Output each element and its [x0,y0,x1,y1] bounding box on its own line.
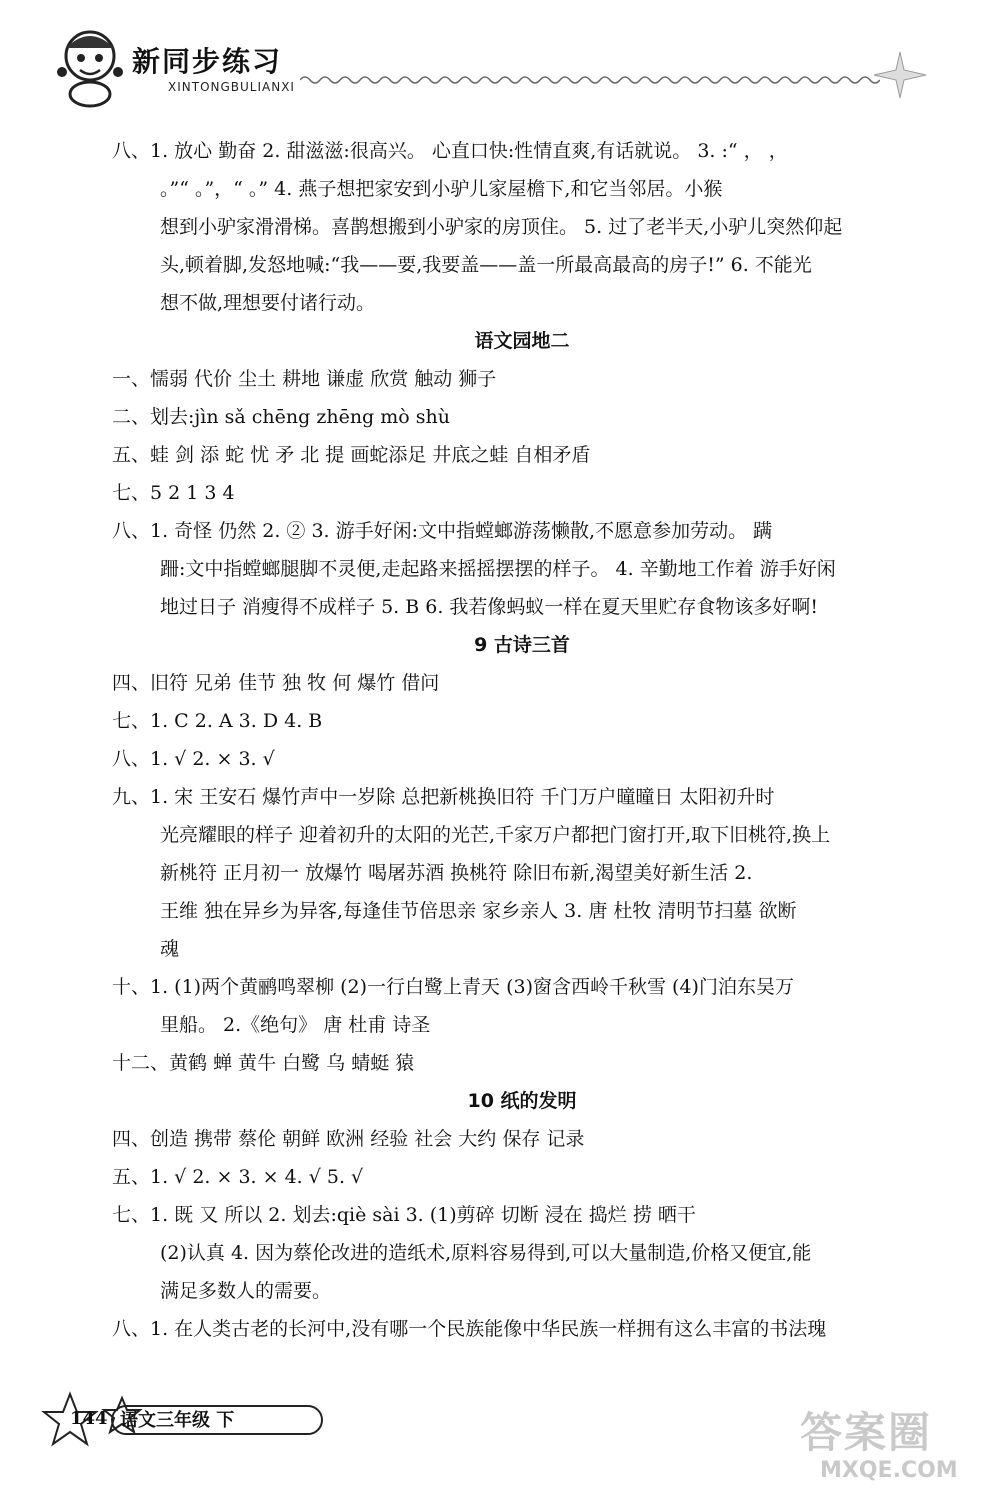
answer-line: 王维 独在异乡为异客,每逢佳节倍思亲 家乡亲人 3. 唐 杜牧 清明节扫墓 欲断 [160,900,797,922]
answer-line: 九、1. 宋 王安石 爆竹声中一岁除 总把新桃换旧符 千门万户曈曈日 太阳初升时 [112,786,775,808]
watermark-text: 答案圈 [800,1408,933,1457]
answer-line: 七、5 2 1 3 4 [112,482,235,504]
section-heading: 语文园地二 [474,330,570,352]
answer-line: 。”“ 。”，“ 。” 4. 燕子想把家安到小驴儿家屋檐下,和它当邻居。小猴 [160,178,723,200]
answer-line: 八、1. 放心 勤奋 2. 甜滋滋:很高兴。 心直口快:性情直爽,有话就说。 3. :“ ， ， [112,140,788,162]
answer-line: 五、1. √ 2. × 3. × 4. √ 5. √ [112,1166,364,1188]
brand-subtitle: XINTONGBULIANXI [168,80,295,94]
answer-line: 八、1. 奇怪 仍然 2. ② 3. 游手好闲:文中指螳螂游荡懒散,不愿意参加劳动。 蹒 [112,520,773,542]
answer-line: 魂 [160,938,180,960]
answer-line: 二、划去:jìn sǎ chēng zhēng mò shù [112,406,450,428]
answer-line: 八、1. √ 2. × 3. √ [112,748,275,770]
answer-line: 光亮耀眼的样子 迎着初升的太阳的光芒,千家万户都把门窗打开,取下旧桃符,换上 [160,824,831,846]
answer-line: 地过日子 消瘦得不成样子 5. B 6. 我若像蚂蚁一样在夏天里贮存食物该多好啊! [160,596,819,618]
section-heading: 9 古诗三首 [474,634,570,656]
answer-line: 头,顿着脚,发怒地喊:“我——要,我要盖——盖一所最高最高的房子!” 6. 不能光 [160,254,812,276]
answer-content [112,132,932,1348]
page-header [0,0,1000,120]
answer-line: 四、创造 携带 蔡伦 朝鲜 欧洲 经验 社会 大约 保存 记录 [112,1128,585,1150]
answer-line: 想到小驴家滑滑梯。喜鹊想搬到小驴家的房顶住。 5. 过了老半天,小驴儿突然仰起 [160,216,843,238]
answer-line: 想不做,理想要付诸行动。 [160,292,376,314]
watermark-logo [800,1400,990,1490]
page-footer [40,1390,340,1450]
answer-line: 十、1. (1)两个黄鹂鸣翠柳 (2)一行白鹭上青天 (3)窗含西岭千秋雪 (4)门泊东吴万 [112,976,794,998]
section-heading: 10 纸的发明 [467,1090,577,1112]
answer-line: 新桃符 正月初一 放爆竹 喝屠苏酒 换桃符 除旧布新,渴望美好新生活 2. [160,862,753,884]
answer-line: 五、蛙 剑 添 蛇 忧 矛 北 提 画蛇添足 井底之蛙 自相矛盾 [112,444,591,466]
decorative-wave-line [300,70,880,90]
answer-line: 四、旧符 兄弟 佳节 独 牧 何 爆竹 借问 [112,672,440,694]
grade-label: 语文三年级 下 [120,1410,235,1431]
answer-line: 里船。 2.《绝句》 唐 杜甫 诗圣 [160,1014,431,1036]
answer-line: 八、1. 在人类古老的长河中,没有哪一个民族能像中华民族一样拥有这么丰富的书法瑰 [112,1318,827,1340]
answer-line: 七、1. 既 又 所以 2. 划去:qiè sài 3. (1)剪碎 切断 浸在 捣烂 捞 晒干 [112,1204,696,1226]
brand-title: 新同步练习 [132,45,283,78]
answer-line: 七、1. C 2. A 3. D 4. B [112,710,323,732]
answer-line: 十二、黄鹤 蝉 黄牛 白鹭 乌 蜻蜓 猿 [112,1052,415,1074]
watermark-url: MXQE.COM [820,1458,958,1483]
cartoon-mascot-icon [50,22,130,108]
answer-line: 满足多数人的需要。 [160,1280,332,1302]
page-number: 144 [70,1408,108,1429]
answer-line: 一、懦弱 代价 尘土 耕地 谦虚 欣赏 触动 狮子 [112,368,497,390]
sparkle-star-icon [870,50,930,100]
answer-line: 跚:文中指螳螂腿脚不灵便,走起路来摇摇摆摆的样子。 4. 辛勤地工作着 游手好闲 [160,558,836,580]
answer-line: (2)认真 4. 因为蔡伦改进的造纸术,原料容易得到,可以大量制造,价格又便宜,能 [160,1242,812,1264]
